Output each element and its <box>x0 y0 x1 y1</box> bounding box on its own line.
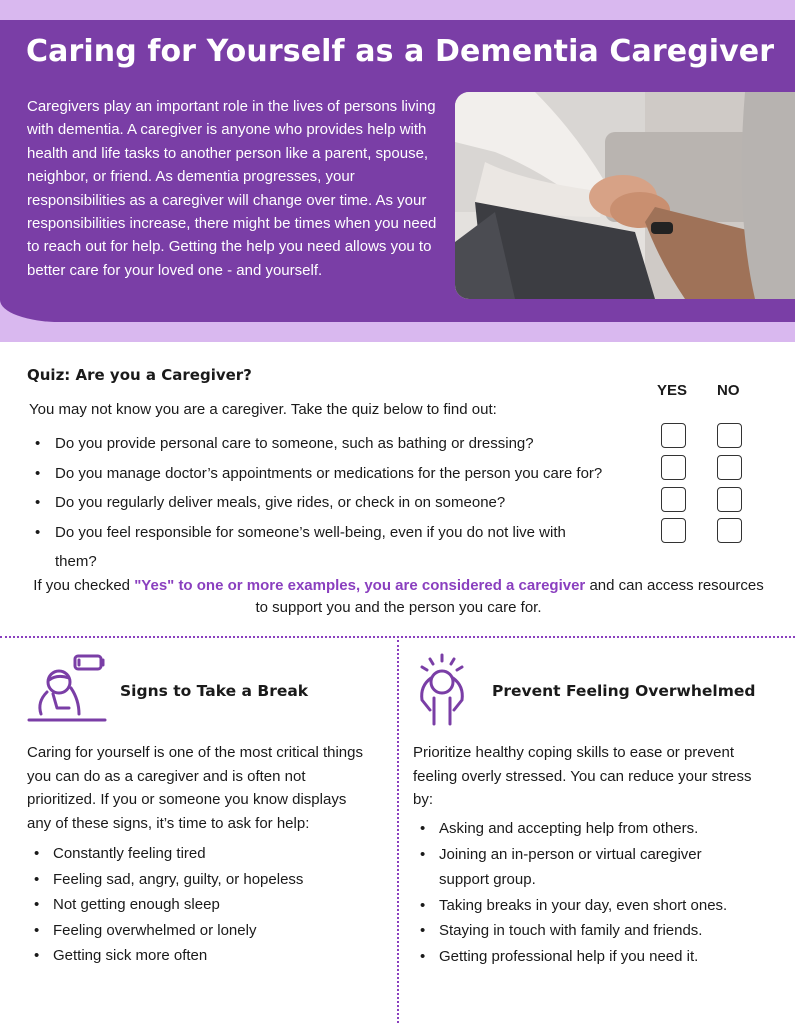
quiz-question: • Do you feel responsible for someone’s well-being, even if you do not live with them? <box>33 518 573 576</box>
q3-no-checkbox[interactable] <box>717 487 742 512</box>
list-item: • Staying in touch with family and friends. <box>413 918 753 944</box>
yes-column-header: YES <box>657 382 688 399</box>
horizontal-divider <box>0 636 795 638</box>
list-item: • Asking and accepting help from others. <box>413 816 753 842</box>
prevent-paragraph: Prioritize healthy coping skills to ease or prevent feeling overly stressed. You can reduce your stress by: <box>413 744 752 808</box>
signs-section-title: Signs to Take a Break <box>120 682 309 700</box>
quiz-question: • Do you regularly deliver meals, give rides, or check in on someone? <box>33 488 643 518</box>
list-item: • Joining an in-person or virtual caregiver support group. <box>413 842 713 893</box>
q2-no-checkbox[interactable] <box>717 455 742 480</box>
prevent-list <box>413 816 753 969</box>
list-item: • Constantly feeling tired <box>27 841 372 867</box>
intro-paragraph: Caregivers play an important role in the lives of persons living with dementia. A caregiver is anyone who provides help with health and life tasks to another person like a parent, spouse, neighbor, or friend. As dementia progresses, your responsibilities as a caregiver will change over time. As your responsibilities increase, there might be times when you need to reach out for help. Getting the help you need allows you to better care for your loved one - and yourself. <box>27 98 437 279</box>
list-item: • Not getting enough sleep <box>27 892 372 918</box>
stressed-person-icon <box>412 652 482 733</box>
q3-yes-checkbox[interactable] <box>661 487 686 512</box>
list-item: • Taking breaks in your day, even short ones. <box>413 893 753 919</box>
signs-paragraph: Caring for yourself is one of the most critical things you can do as a caregiver and is often not prioritized. If you or someone you know displays any of these signs, it’s time to ask for help: <box>27 744 363 832</box>
signs-list <box>27 841 372 969</box>
q1-yes-checkbox[interactable] <box>661 423 686 448</box>
no-column-header: NO <box>717 382 740 399</box>
quiz-result-text: If you checked "Yes" to one or more examples, you are considered a caregiver and can access resources to support you and the person you care for. <box>33 577 764 616</box>
page-title: Caring for Yourself as a Dementia Caregiver <box>26 34 775 69</box>
quiz-question: • Do you provide personal care to someone, such as bathing or dressing? <box>33 429 643 459</box>
q1-no-checkbox[interactable] <box>717 423 742 448</box>
vertical-divider <box>397 640 399 1023</box>
q2-yes-checkbox[interactable] <box>661 455 686 480</box>
prevent-section-title: Prevent Feeling Overwhelmed <box>492 682 756 700</box>
quiz-question-list <box>33 429 643 576</box>
quiz-result-highlight: "Yes" to one or more examples, you are considered a caregiver <box>134 577 586 594</box>
quiz-intro: You may not know you are a caregiver. Take the quiz below to find out: <box>29 401 497 418</box>
q4-yes-checkbox[interactable] <box>661 518 686 543</box>
list-item: • Getting professional help if you need it. <box>413 944 753 970</box>
list-item: • Feeling overwhelmed or lonely <box>27 918 372 944</box>
holding-hands-photo <box>455 92 795 299</box>
list-item: • Feeling sad, angry, guilty, or hopeless <box>27 867 372 893</box>
quiz-title: Quiz: Are you a Caregiver? <box>27 366 252 384</box>
list-item: • Getting sick more often <box>27 943 372 969</box>
quiz-question: • Do you manage doctor’s appointments or medications for the person you care for? <box>33 459 643 489</box>
q4-no-checkbox[interactable] <box>717 518 742 543</box>
tired-person-low-battery-icon <box>27 652 109 733</box>
